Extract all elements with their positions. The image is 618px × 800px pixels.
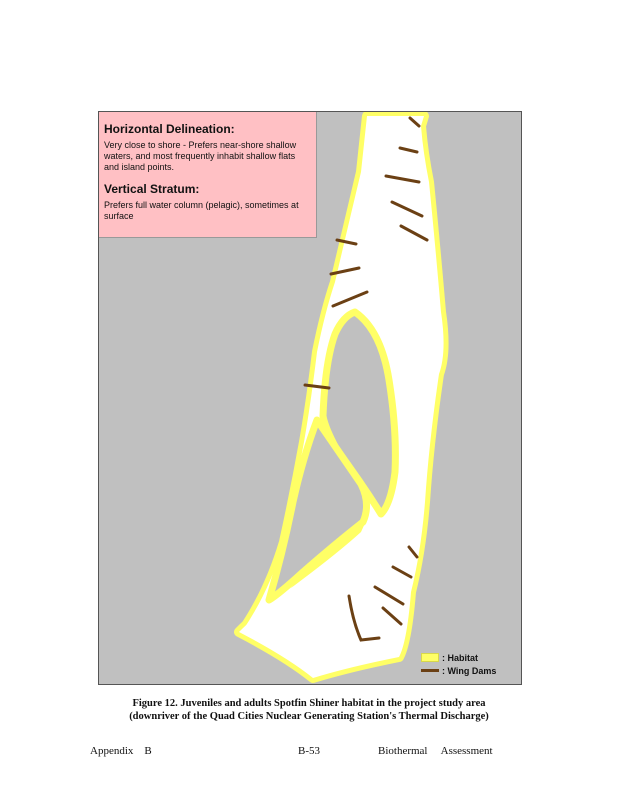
legend-habitat-label: : Habitat [442, 652, 478, 663]
page-footer [0, 745, 618, 759]
footer-page-number: B-53 [298, 745, 320, 757]
habitat-map [98, 111, 522, 685]
map-legend [421, 651, 496, 677]
caption-line-2: (downriver of the Quad Cities Nuclear Generating Station's Thermal Discharge) [129, 711, 489, 722]
footer-section: Biothermal Assessment [378, 745, 493, 757]
legend-habitat [421, 651, 496, 664]
horizontal-delineation-text: Very close to shore - Prefers near-shore shallow waters, and most frequently inhabit shallow flats and island points. [104, 140, 297, 172]
wing-dam-swatch-icon [421, 669, 439, 672]
vertical-stratum-heading: Vertical Stratum: [104, 182, 200, 196]
caption-line-1: Figure 12. Juveniles and adults Spotfin Shiner habitat in the project study area [132, 698, 486, 709]
habitat-swatch-icon [421, 653, 439, 662]
habitat-info-box [99, 112, 317, 238]
vertical-stratum-text: Prefers full water column (pelagic), sometimes at surface [104, 200, 299, 221]
legend-wing-dams-label: : Wing Dams [442, 665, 497, 676]
footer-appendix: Appendix B [90, 745, 152, 757]
legend-wing-dams [421, 664, 496, 677]
figure-caption [0, 697, 618, 723]
horizontal-delineation-heading: Horizontal Delineation: [104, 122, 235, 136]
